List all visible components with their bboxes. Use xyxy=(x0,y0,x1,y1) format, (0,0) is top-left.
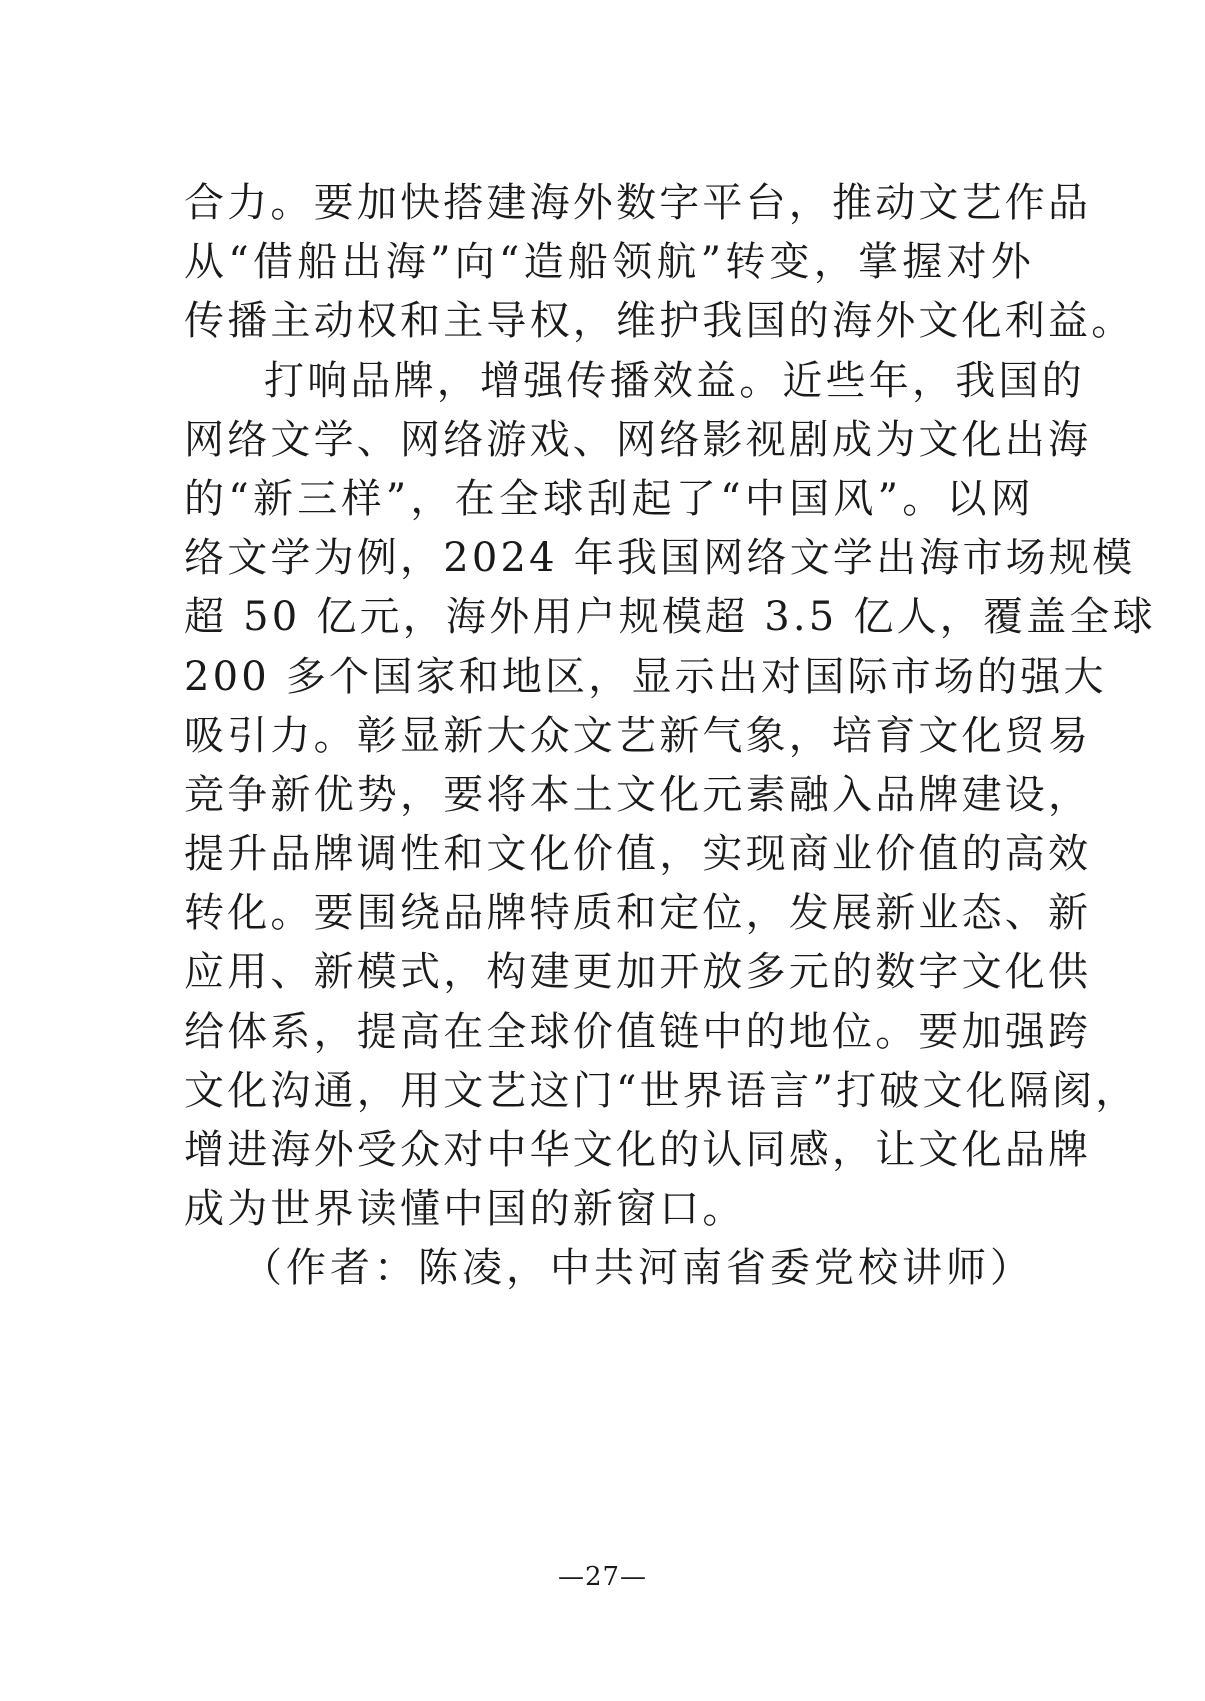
text-line: 给体系，提高在全球价值链中的地位。要加强跨 xyxy=(184,1008,1092,1055)
page-number: —27— xyxy=(557,1562,648,1592)
text-line: 增进海外受众对中华文化的认同感，让文化品牌 xyxy=(184,1127,1092,1173)
text-line: 传播主动权和主导权，维护我国的海外文化利益。 xyxy=(184,298,1135,345)
text-line: 应用、新模式，构建更加开放多元的数字文化供 xyxy=(184,949,1092,996)
text-line: 竞争新优势，要将本土文化元素融入品牌建设， xyxy=(184,771,1092,818)
text-line: 的“新三样”，在全球刮起了“中国风”。以网 xyxy=(184,475,1034,522)
text-line: 转化。要围绕品牌特质和定位，发展新业态、新 xyxy=(184,890,1092,937)
body-text xyxy=(184,174,1156,1299)
text-line: 网络文学、网络游戏、网络影视剧成为文化出海 xyxy=(184,416,1092,463)
text-line: 络文学为例，2024 年我国网络文学出海市场规模 xyxy=(184,535,1136,582)
text-line: 文化沟通，用文艺这门“世界语言”打破文化隔阂， xyxy=(184,1067,1139,1114)
text-line: 200 多个国家和地区，显示出对国际市场的强大 xyxy=(184,653,1107,700)
text-line: 提升品牌调性和文化价值，实现商业价值的高效 xyxy=(184,831,1092,878)
text-line: 从“借船出海”向“造船领航”转变，掌握对外 xyxy=(184,239,1034,286)
paragraph-heading-line: 打响品牌，增强传播效益。近些年，我国的 xyxy=(264,357,1085,404)
text-line: 成为世界读懂中国的新窗口。 xyxy=(184,1186,746,1233)
text-line: 合力。要加快搭建海外数字平台，推动文艺作品 xyxy=(184,180,1092,226)
author-attribution: （作者：陈凌，中共河南省委党校讲师） xyxy=(242,1245,1034,1292)
text-line: 超 50 亿元，海外用户规模超 3.5 亿人，覆盖全球 xyxy=(184,594,1156,641)
text-line: 吸引力。彰显新大众文艺新气象，培育文化贸易 xyxy=(184,712,1092,759)
